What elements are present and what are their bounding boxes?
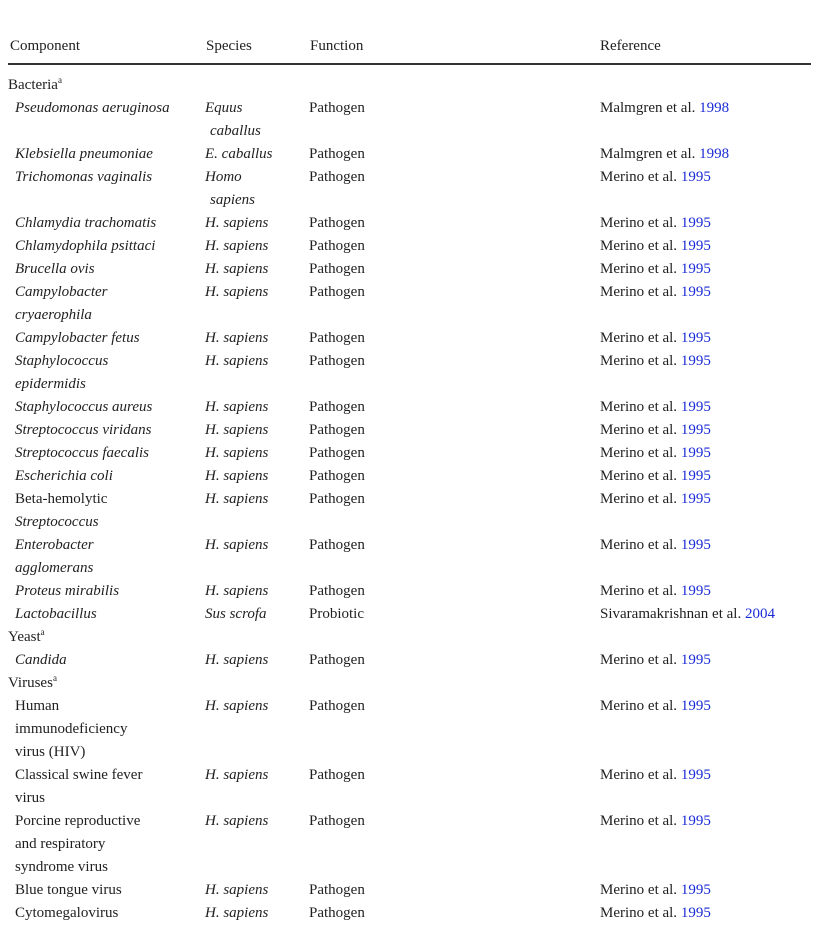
species-name: H. sapiens (205, 330, 269, 346)
species-name: H. sapiens (205, 422, 269, 438)
component-cell (15, 649, 207, 672)
species-name: H. sapiens (205, 215, 269, 231)
component-name: Staphylococcus (15, 353, 109, 369)
reference-year-link[interactable]: 1995 (680, 445, 711, 461)
species-name: H. sapiens (205, 491, 269, 507)
reference-year-link[interactable]: 1995 (680, 169, 711, 185)
function-cell: Pathogen (309, 330, 365, 346)
reference-author: Merino et al. (600, 353, 681, 369)
reference-year-link[interactable]: 1995 (680, 491, 711, 507)
reference-year-link[interactable]: 1995 (680, 238, 711, 254)
reference-cell (600, 465, 820, 488)
species-cell (205, 764, 305, 787)
species-name: Equus (205, 100, 243, 116)
reference-author: Merino et al. (600, 882, 681, 898)
component-cell (15, 764, 207, 810)
reference-author: Malmgren et al. (600, 100, 700, 116)
reference-author: Malmgren et al. (600, 146, 700, 162)
function-cell: Pathogen (309, 353, 365, 369)
species-cell (205, 879, 305, 902)
reference-cell (600, 419, 820, 442)
component-name: Escherichia coli (15, 468, 113, 484)
component-cell (15, 212, 207, 235)
component-name: Brucella ovis (15, 261, 95, 277)
reference-year-link[interactable]: 1995 (680, 882, 711, 898)
reference-cell (600, 810, 820, 833)
header-rule (8, 63, 811, 65)
species-cell (205, 442, 305, 465)
component-name: Chlamydia trachomatis (15, 215, 157, 231)
species-cell (205, 235, 305, 258)
reference-year-link[interactable]: 1998 (699, 146, 730, 162)
species-cell (205, 281, 305, 304)
reference-cell (600, 695, 820, 718)
component-name: Enterobacter (15, 537, 94, 553)
component-name: Trichomonas vaginalis (15, 169, 153, 185)
species-name: H. sapiens (205, 698, 269, 714)
component-cell (15, 396, 207, 419)
component-name: Porcine reproductive (15, 813, 141, 829)
component-name: Proteus mirabilis (15, 583, 120, 599)
reference-cell (600, 350, 820, 373)
reference-author: Merino et al. (600, 399, 681, 415)
footnote-marker: a (52, 673, 57, 683)
species-cell (205, 327, 305, 350)
reference-cell (600, 442, 820, 465)
component-cell (15, 327, 207, 350)
component-name: Streptococcus viridans (15, 422, 152, 438)
component-name: epidermidis (15, 376, 86, 392)
section-label: Viruses (8, 675, 53, 691)
species-name: caballus (210, 123, 261, 139)
section-label: Yeast (8, 629, 41, 645)
component-name: Campylobacter fetus (15, 330, 140, 346)
reference-author: Merino et al. (600, 169, 681, 185)
component-cell (15, 258, 207, 281)
reference-cell (600, 212, 820, 235)
component-name: Chlamydophila psittaci (15, 238, 156, 254)
species-name: H. sapiens (205, 813, 269, 829)
species-cell (205, 350, 305, 373)
component-cell (15, 465, 207, 488)
reference-cell (600, 166, 820, 189)
reference-author: Merino et al. (600, 330, 681, 346)
function-cell: Pathogen (309, 238, 365, 254)
species-name: H. sapiens (205, 905, 269, 921)
species-name: H. sapiens (205, 882, 269, 898)
reference-cell (600, 281, 820, 304)
reference-author: Merino et al. (600, 813, 681, 829)
component-name: syndrome virus (15, 859, 108, 875)
reference-year-link[interactable]: 1995 (680, 537, 711, 553)
header-species: Species (206, 38, 252, 54)
reference-year-link[interactable]: 1995 (680, 468, 711, 484)
function-cell: Pathogen (309, 905, 365, 921)
reference-year-link[interactable]: 1998 (699, 100, 730, 116)
species-name: H. sapiens (205, 399, 269, 415)
component-name: Human (15, 698, 60, 714)
reference-cell (600, 580, 820, 603)
component-cell (15, 350, 207, 396)
reference-cell (600, 97, 820, 120)
reference-year-link[interactable]: 1995 (680, 353, 711, 369)
species-name: H. sapiens (205, 537, 269, 553)
component-name: Klebsiella pneumoniae (15, 146, 153, 162)
header-reference: Reference (600, 38, 661, 54)
function-cell: Pathogen (309, 422, 365, 438)
component-name: Classical swine fever (15, 767, 143, 783)
reference-year-link[interactable]: 2004 (744, 606, 775, 622)
reference-author: Merino et al. (600, 445, 681, 461)
component-name: Staphylococcus aureus (15, 399, 153, 415)
reference-cell (600, 235, 820, 258)
table-header (8, 36, 811, 60)
function-cell: Pathogen (309, 399, 365, 415)
reference-cell (600, 534, 820, 557)
reference-cell (600, 396, 820, 419)
component-name: Candida (15, 652, 67, 668)
reference-author: Merino et al. (600, 491, 681, 507)
component-cell (15, 419, 207, 442)
component-cell (15, 442, 207, 465)
species-cell (205, 810, 305, 833)
function-cell: Pathogen (309, 284, 365, 300)
reference-author: Merino et al. (600, 261, 681, 277)
component-cell (15, 580, 207, 603)
reference-author: Merino et al. (600, 905, 681, 921)
species-name: H. sapiens (205, 353, 269, 369)
component-cell (15, 143, 207, 166)
function-cell: Pathogen (309, 100, 365, 116)
function-cell: Pathogen (309, 445, 365, 461)
species-name: H. sapiens (205, 445, 269, 461)
reference-year-link[interactable]: 1995 (680, 330, 711, 346)
component-name: Blue tongue virus (15, 882, 122, 898)
function-cell: Pathogen (309, 491, 365, 507)
reference-author: Merino et al. (600, 215, 681, 231)
component-cell (15, 695, 207, 764)
species-cell (205, 258, 305, 281)
component-name: virus (HIV) (15, 744, 86, 760)
component-name: agglomerans (15, 560, 94, 576)
component-name: Pseudomonas aeruginosa (15, 100, 170, 116)
species-name: H. sapiens (205, 284, 269, 300)
species-cell (205, 396, 305, 419)
function-cell: Pathogen (309, 261, 365, 277)
species-cell (205, 419, 305, 442)
species-cell (205, 649, 305, 672)
reference-author: Merino et al. (600, 652, 681, 668)
section-heading (8, 626, 45, 649)
species-name: H. sapiens (205, 261, 269, 277)
reference-cell (600, 879, 820, 902)
footnote-marker: a (57, 75, 62, 85)
reference-cell (600, 143, 820, 166)
function-cell: Probiotic (309, 606, 364, 622)
reference-author: Merino et al. (600, 238, 681, 254)
section-heading (8, 74, 62, 97)
species-cell (205, 695, 305, 718)
reference-cell (600, 488, 820, 511)
component-cell (15, 603, 207, 626)
species-cell (205, 212, 305, 235)
function-cell: Pathogen (309, 215, 365, 231)
species-cell (205, 166, 305, 212)
component-cell (15, 902, 207, 925)
reference-author: Merino et al. (600, 537, 681, 553)
species-cell (205, 902, 305, 925)
species-name: H. sapiens (205, 468, 269, 484)
reference-author: Merino et al. (600, 468, 681, 484)
function-cell: Pathogen (309, 146, 365, 162)
reference-cell (600, 902, 820, 925)
component-name: cryaerophila (15, 307, 92, 323)
component-name: Streptococcus faecalis (15, 445, 149, 461)
function-cell: Pathogen (309, 698, 365, 714)
component-name: Campylobacter (15, 284, 108, 300)
reference-year-link[interactable]: 1995 (680, 422, 711, 438)
component-name: Lactobacillus (15, 606, 97, 622)
component-cell (15, 281, 207, 327)
component-name: immunodeficiency (15, 721, 128, 737)
reference-year-link[interactable]: 1995 (680, 399, 711, 415)
species-name: H. sapiens (205, 767, 269, 783)
component-name: Streptococcus (15, 514, 99, 530)
component-cell (15, 235, 207, 258)
reference-author: Merino et al. (600, 583, 681, 599)
reference-cell (600, 258, 820, 281)
component-name: virus (15, 790, 45, 806)
reference-cell (600, 327, 820, 350)
reference-year-link[interactable]: 1995 (680, 583, 711, 599)
component-name: Cytomegalovirus (15, 905, 119, 921)
species-cell (205, 603, 305, 626)
reference-year-link[interactable]: 1995 (680, 284, 711, 300)
reference-author: Merino et al. (600, 767, 681, 783)
species-cell (205, 488, 305, 511)
species-cell (205, 143, 305, 166)
component-cell (15, 166, 207, 189)
component-name: Beta-hemolytic (15, 491, 108, 507)
function-cell: Pathogen (309, 652, 365, 668)
species-name: Sus scrofa (205, 606, 267, 622)
component-cell (15, 534, 207, 580)
species-cell (205, 97, 305, 143)
component-cell (15, 488, 207, 534)
function-cell: Pathogen (309, 169, 365, 185)
reference-year-link[interactable]: 1995 (680, 215, 711, 231)
reference-year-link[interactable]: 1995 (680, 652, 711, 668)
component-cell (15, 879, 207, 902)
function-cell: Pathogen (309, 882, 365, 898)
header-component: Component (10, 38, 80, 54)
function-cell: Pathogen (309, 813, 365, 829)
reference-author: Merino et al. (600, 698, 681, 714)
reference-cell (600, 649, 820, 672)
reference-year-link[interactable]: 1995 (680, 813, 711, 829)
component-cell (15, 97, 207, 120)
species-name: H. sapiens (205, 238, 269, 254)
function-cell: Pathogen (309, 583, 365, 599)
species-cell (205, 580, 305, 603)
reference-author: Merino et al. (600, 284, 681, 300)
header-function: Function (310, 38, 364, 54)
reference-cell (600, 603, 820, 626)
reference-year-link[interactable]: 1995 (680, 261, 711, 277)
function-cell: Pathogen (309, 537, 365, 553)
function-cell: Pathogen (309, 767, 365, 783)
reference-author: Sivaramakrishnan et al. (600, 606, 745, 622)
function-cell: Pathogen (309, 468, 365, 484)
component-cell (15, 810, 207, 879)
reference-author: Merino et al. (600, 422, 681, 438)
footnote-marker: a (40, 627, 45, 637)
species-name: sapiens (210, 192, 255, 208)
section-heading (8, 672, 57, 695)
species-name: H. sapiens (205, 652, 269, 668)
reference-year-link[interactable]: 1995 (680, 767, 711, 783)
component-name: and respiratory (15, 836, 106, 852)
species-cell (205, 534, 305, 557)
species-name: H. sapiens (205, 583, 269, 599)
reference-year-link[interactable]: 1995 (680, 905, 711, 921)
species-name: E. caballus (205, 146, 273, 162)
species-cell (205, 465, 305, 488)
species-name: Homo (205, 169, 242, 185)
reference-year-link[interactable]: 1995 (680, 698, 711, 714)
section-label: Bacteria (8, 77, 58, 93)
reference-cell (600, 764, 820, 787)
